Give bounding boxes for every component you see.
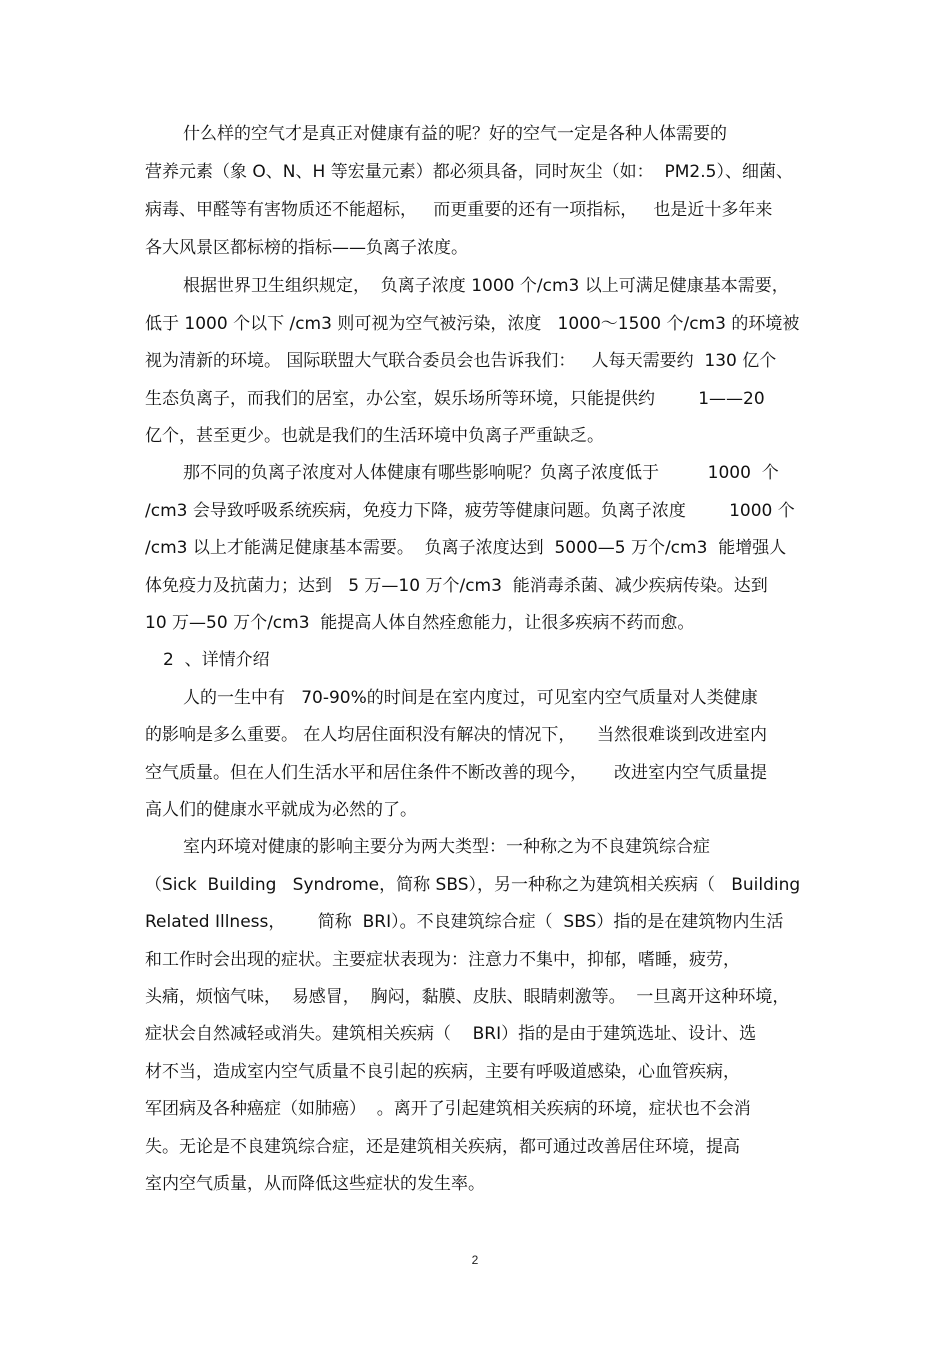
text-line: 军团病及各种癌症（如肺癌） 。离开了引起建筑相关疾病的环境，症状也不会消 <box>145 1099 751 1119</box>
text-line: 视为清新的环境。 国际联盟大气联合委员会也告诉我们： 人每天需要约 130 亿个 <box>145 351 777 371</box>
text-line: 失。无论是不良建筑综合症，还是建筑相关疾病，都可通过改善居住环境，提高 <box>145 1137 740 1157</box>
text-line: 低于 1000 个以下 /cm3 则可视为空气被污染，浓度 1000～1500 个/cm3 的环境被 <box>145 314 800 334</box>
page-number: 2 <box>471 1253 479 1267</box>
text-line: 各大风景区都标榜的指标——负离子浓度。 <box>145 238 468 258</box>
text-line: 材不当，造成室内空气质量不良引起的疾病，主要有呼吸道感染，心血管疾病， <box>145 1062 740 1082</box>
text-line: 和工作时会出现的症状。主要症状表现为：注意力不集中，抑郁，嗜睡，疲劳， <box>145 950 740 970</box>
text-line: 室内空气质量，从而降低这些症状的发生率。 <box>145 1174 485 1194</box>
text-line: 症状会自然减轻或消失。建筑相关疾病（ BRI）指的是由于建筑选址、设计、选 <box>145 1024 757 1044</box>
text-line: 头痛，烦恼气味， 易感冒， 胸闷，黏膜、皮肤、眼睛刺激等。 一旦离开这种环境， <box>145 987 790 1007</box>
text-line: （Sick Building Syndrome，简称 SBS），另一种称之为建筑相关疾病（ Building <box>145 875 801 895</box>
text-line: 10 万—50 万个/cm3 能提高人体自然痊愈能力，让很多疾病不药而愈。 <box>145 613 695 633</box>
text-line: Related Illness， 简称 BRI）。不良建筑综合症（ SBS）指的是在建筑物内生活 <box>145 912 784 932</box>
text-line: 病毒、甲醛等有害物质还不能超标， 而更重要的还有一项指标， 也是近十多年来 <box>145 200 773 220</box>
text-line: 亿个，甚至更少。也就是我们的生活环境中负离子严重缺乏。 <box>145 426 604 446</box>
text-line: 营养元素（象 O、N、H 等宏量元素）都必须具备，同时灰尘（如： PM2.5）、细菌、 <box>145 162 793 182</box>
text-line: 生态负离子，而我们的居室，办公室，娱乐场所等环境，只能提供约 1——20 <box>145 389 765 409</box>
text-line: 室内环境对健康的影响主要分为两大类型：一种称之为不良建筑综合症 <box>183 837 710 857</box>
text-line: 体免疫力及抗菌力；达到 5 万—10 万个/cm3 能消毒杀菌、减少疾病传染。达到 <box>145 576 768 596</box>
text-line: /cm3 会导致呼吸系统疾病，免疫力下降，疲劳等健康问题。负离子浓度 1000 个 <box>145 501 795 521</box>
text-line: /cm3 以上才能满足健康基本需要。 负离子浓度达到 5000—5 万个/cm3 能增强人 <box>145 538 787 558</box>
text-line: 空气质量。但在人们生活水平和居住条件不断改善的现今， 改进室内空气质量提 <box>145 763 768 783</box>
text-line: 高人们的健康水平就成为必然的了。 <box>145 800 417 820</box>
text-line: 人的一生中有 70-90%的时间是在室内度过，可见室内空气质量对人类健康 <box>183 688 758 708</box>
text-line: 那不同的负离子浓度对人体健康有哪些影响呢？负离子浓度低于 1000 个 <box>183 463 779 483</box>
text-line: 的影响是多么重要。 在人均居住面积没有解决的情况下， 当然很难谈到改进室内 <box>145 725 768 745</box>
text-line: 根据世界卫生组织规定， 负离子浓度 1000 个/cm3 以上可满足健康基本需要， <box>183 276 789 296</box>
text-line: 什么样的空气才是真正对健康有益的呢？好的空气一定是各种人体需要的 <box>183 124 727 144</box>
section-heading: 2 、详情介绍 <box>163 650 270 670</box>
